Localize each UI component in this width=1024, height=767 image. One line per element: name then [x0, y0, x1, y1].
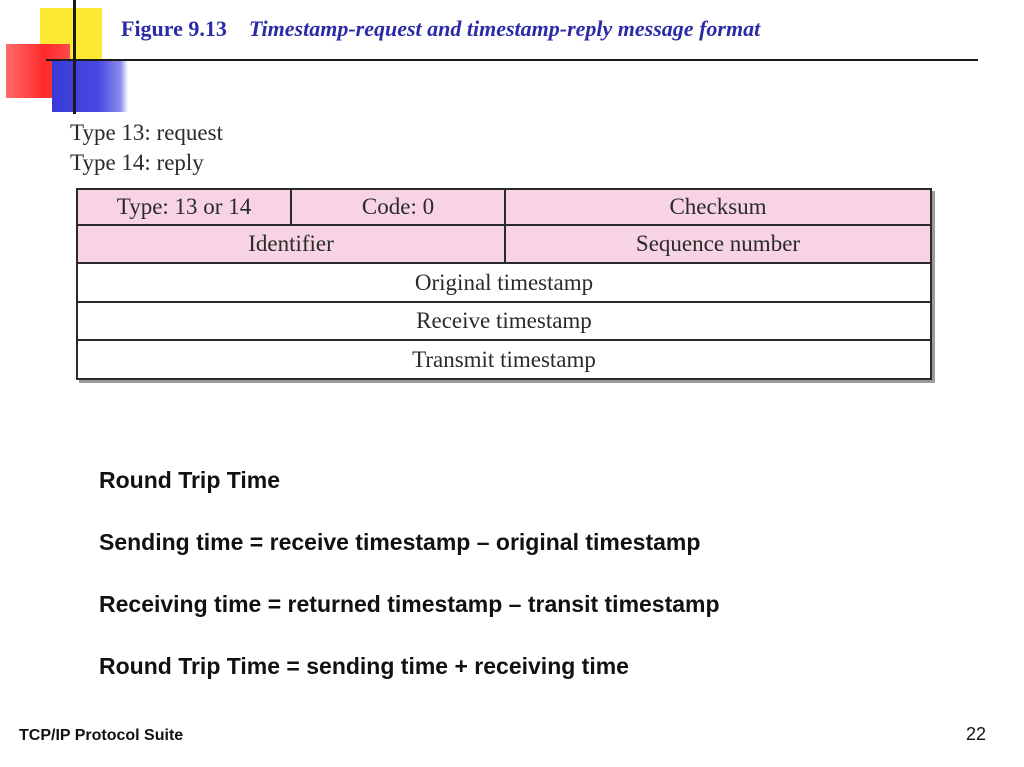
page-number: 22	[966, 724, 987, 744]
format-row-header	[76, 188, 932, 226]
footer-book-title: TCP/IP Protocol Suite	[19, 727, 184, 744]
rtt-sending-formula: Sending time = receive timestamp – original timestamp	[99, 529, 701, 555]
field-receive-timestamp: Receive timestamp	[78, 303, 930, 339]
title-underline	[46, 59, 978, 61]
field-original-timestamp: Original timestamp	[78, 264, 930, 301]
field-sequence-number: Sequence number	[506, 226, 930, 262]
format-row-original	[76, 264, 932, 303]
type-note-request: Type 13: request	[70, 120, 223, 145]
figure-number: Figure 9.13	[121, 16, 227, 41]
type-notes	[70, 118, 223, 178]
rtt-total-formula: Round Trip Time = sending time + receiving time	[99, 653, 629, 679]
field-type: Type: 13 or 14	[78, 190, 292, 224]
figure-title	[121, 16, 760, 42]
field-transmit-timestamp: Transmit timestamp	[78, 341, 930, 378]
format-row-transmit	[76, 341, 932, 380]
rtt-title: Round Trip Time	[99, 467, 281, 493]
field-code: Code: 0	[292, 190, 506, 224]
figure-caption: Timestamp-request and timestamp-reply message format	[248, 16, 761, 41]
field-identifier: Identifier	[78, 226, 506, 262]
rtt-receiving-formula: Receiving time = returned timestamp – transit timestamp	[99, 591, 720, 617]
field-checksum: Checksum	[506, 190, 930, 224]
format-row-identifier	[76, 226, 932, 264]
type-note-reply: Type 14: reply	[70, 150, 204, 175]
format-row-receive	[76, 303, 932, 341]
message-format-diagram	[76, 188, 932, 380]
logo-blue-square	[52, 60, 128, 112]
logo-vertical-line	[73, 0, 76, 114]
